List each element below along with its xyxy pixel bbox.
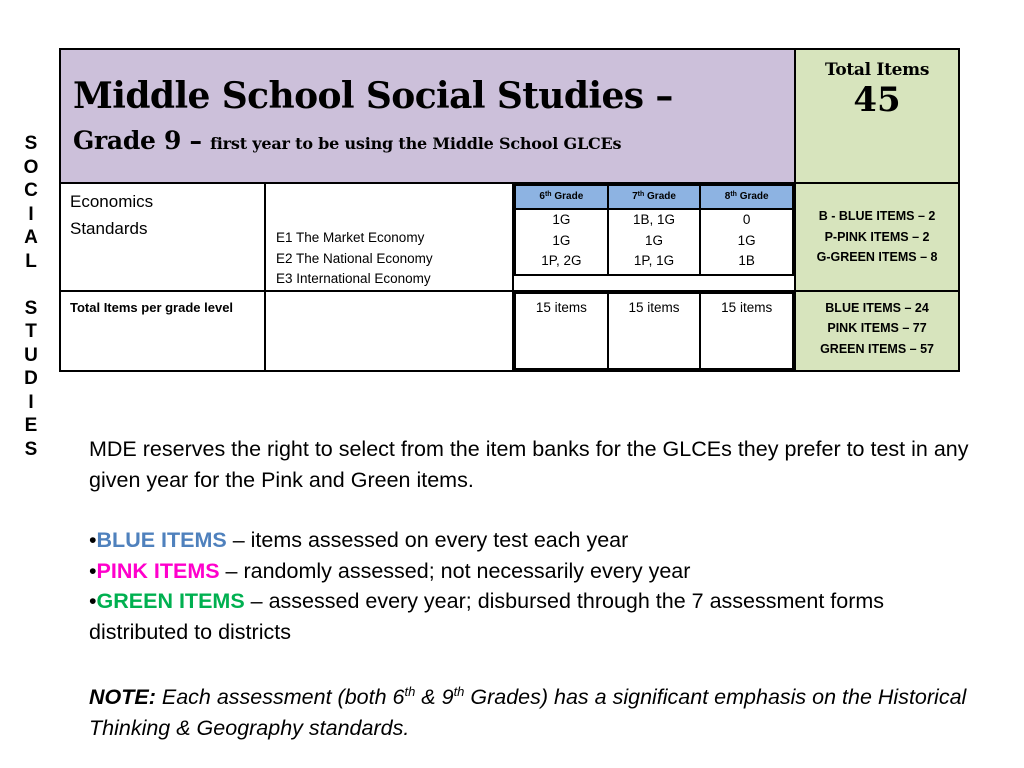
total-items-cell: Total Items 45 <box>795 49 959 183</box>
list-item: E1 The Market Economy <box>276 230 425 245</box>
economics-legend: B - BLUE ITEMS – 2 P-PINK ITEMS – 2 G-GREEN ITEMS – 8 <box>795 183 959 291</box>
page-subtitle: Grade 9 – first year to be using the Middle School GLCEs <box>73 126 622 155</box>
totals-row-empty <box>265 291 513 371</box>
economics-label: Economics Standards <box>60 183 265 291</box>
list-item: E2 The National Economy <box>276 250 433 266</box>
grade-breakdown-cell <box>513 183 795 291</box>
side-label-social-studies: S O C I A L S T U D I E S <box>23 133 39 460</box>
total-items-value: 45 <box>853 80 901 120</box>
bullet-blue: •BLUE ITEMS – items assessed on every test each year <box>89 528 629 552</box>
list-item: E3 International Economy <box>276 271 431 286</box>
totals-row-label: Total Items per grade level <box>60 291 265 371</box>
grade-7-header: 7th Grade <box>608 185 701 209</box>
grade-8-total: 15 items <box>700 293 793 369</box>
title-cell <box>60 49 795 183</box>
bullet-pink: •PINK ITEMS – randomly assessed; not necessarily every year <box>89 558 691 583</box>
note-paragraph: NOTE: Each assessment (both 6th & 9th Grades) has a significant emphasis on the Historical Thinking & Geography standards. <box>89 684 967 740</box>
grade-7-values: 1B, 1G 1G 1P, 1G <box>608 209 701 275</box>
bullet-green: •GREEN ITEMS – assessed every year; disbursed through the 7 assessment forms distributed to districts <box>89 589 885 644</box>
grade-6-total: 15 items <box>515 293 608 369</box>
grade-6-values: 1G 1G 1P, 2G <box>515 209 608 275</box>
intro-paragraph: MDE reserves the right to select from the item banks for the GLCEs they prefer to test in any given year for the Pink and Green items. <box>89 437 969 492</box>
totals-row-items <box>513 291 795 371</box>
economics-standards-list <box>265 183 513 291</box>
grade-8-header: 8th Grade <box>700 185 793 209</box>
grade-breakdown-table <box>514 184 794 276</box>
standards-table <box>59 48 960 372</box>
page-title: Middle School Social Studies – <box>73 75 673 117</box>
grade-7-total: 15 items <box>608 293 701 369</box>
body-text <box>89 434 969 743</box>
grade-8-values: 0 1G 1B <box>700 209 793 275</box>
totals-legend: BLUE ITEMS – 24 PINK ITEMS – 77 GREEN ITEMS – 57 <box>795 291 959 371</box>
grade-6-header: 6th Grade <box>515 185 608 209</box>
